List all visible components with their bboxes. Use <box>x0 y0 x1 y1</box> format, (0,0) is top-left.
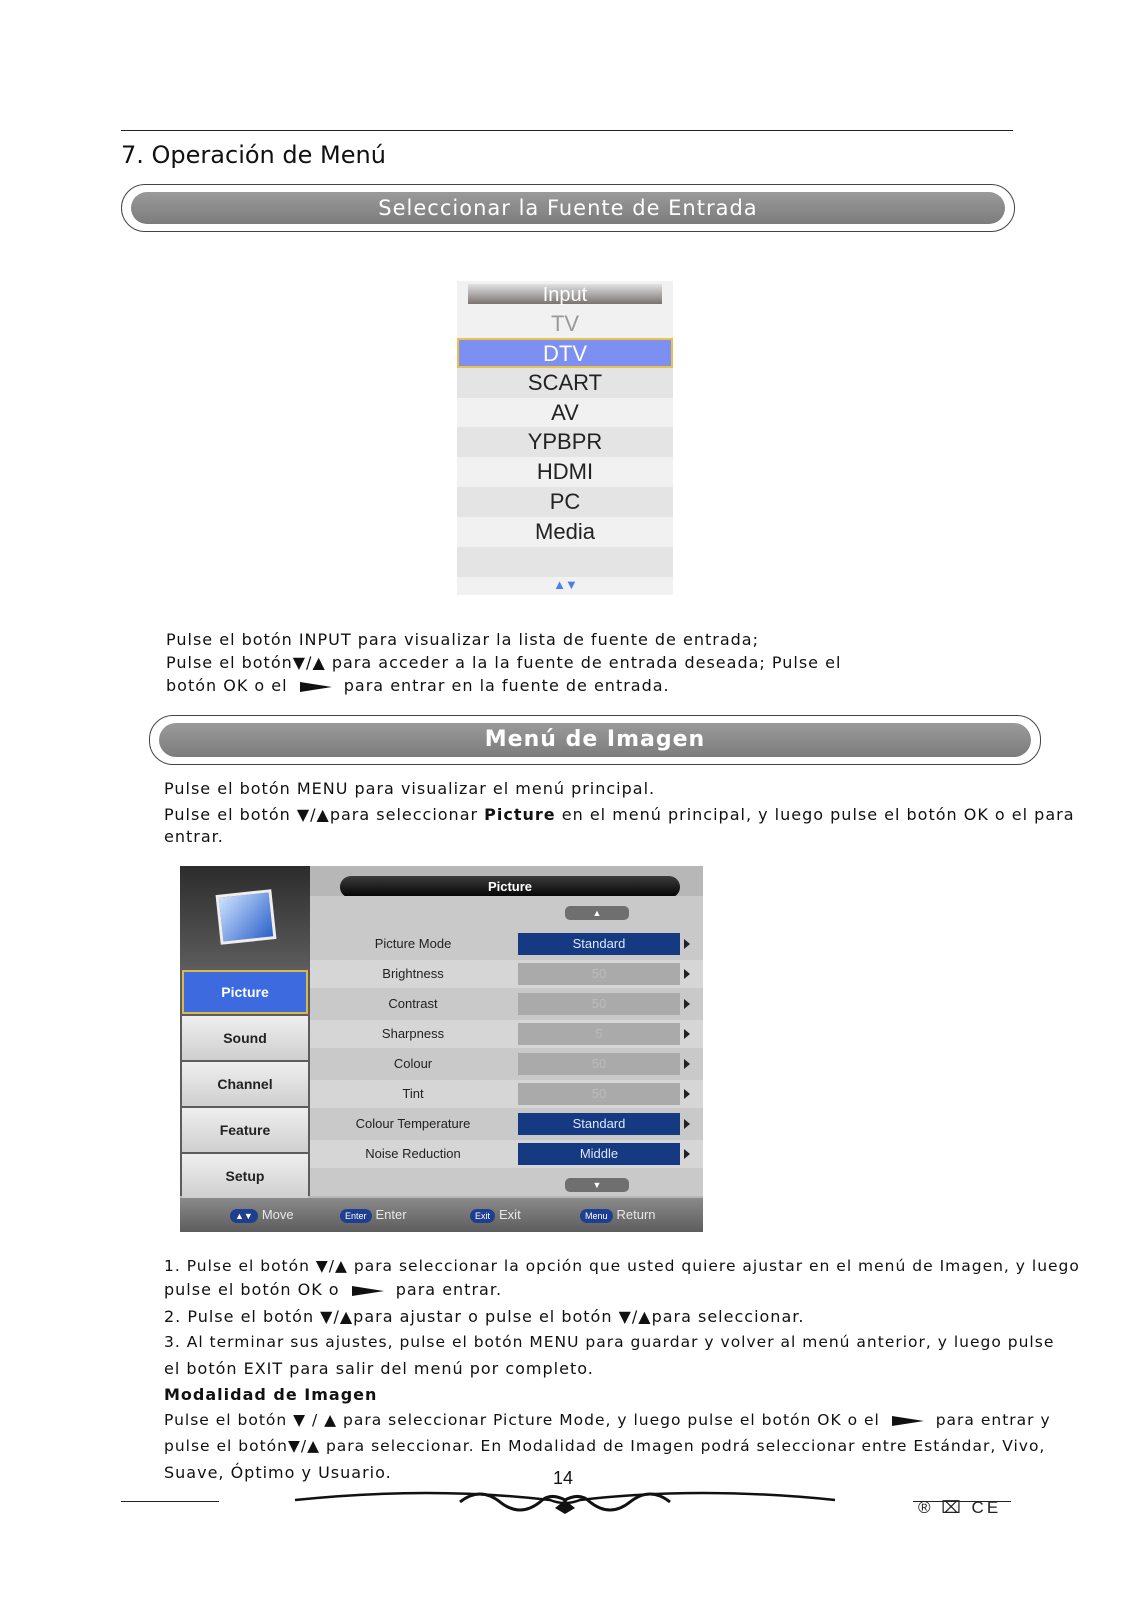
right-arrow-icon <box>352 1286 384 1296</box>
step-1-line-2 <box>164 1278 502 1301</box>
row-label: Brightness <box>382 966 444 981</box>
scroll-arrows-icon[interactable]: ▲▼ <box>553 577 577 592</box>
input-item-hdmi[interactable]: HDMI <box>536 459 594 484</box>
input-instruction-2: Pulse el botón▼/▲ para acceder a la la fuente de entrada deseada; Pulse el <box>166 653 842 672</box>
row-colour[interactable] <box>310 1050 703 1078</box>
mode-line-3: Suave, Óptimo y Usuario. <box>164 1463 392 1482</box>
input-item-scart[interactable]: SCART <box>457 368 673 398</box>
row-label: Noise Reduction <box>365 1146 461 1161</box>
mode-line-1 <box>164 1409 1051 1432</box>
picture-intro-bold: Picture <box>484 805 556 824</box>
hint-label: Move <box>261 1207 294 1222</box>
input-source-menu <box>457 281 673 595</box>
top-rule <box>121 130 1013 131</box>
row-value[interactable]: Middle <box>518 1143 680 1165</box>
decorative-flourish <box>290 1480 840 1516</box>
row-value[interactable]: 50 <box>518 1083 680 1105</box>
enter-key-icon: Enter <box>340 1209 372 1223</box>
picture-icon <box>216 889 277 945</box>
hint-label: Return <box>616 1207 656 1222</box>
banner-picture-label: Menú de Imagen <box>159 723 1031 757</box>
row-label: Sharpness <box>381 1026 445 1041</box>
key-hint-bar <box>180 1198 703 1232</box>
hint-exit <box>470 1207 521 1223</box>
input-item-ypbpr[interactable]: YPBPR <box>457 427 673 457</box>
input-instruction-3b: para entrar en la fuente de entrada. <box>343 676 670 695</box>
input-item-media[interactable]: Media <box>535 519 595 544</box>
row-label: Picture Mode <box>374 936 452 951</box>
input-instruction-3 <box>166 674 670 697</box>
picture-intro-2b: en el menú principal, y luego pulse el botón OK o el para <box>555 805 1075 824</box>
hint-enter <box>340 1207 407 1223</box>
picture-settings-panel <box>310 896 703 1196</box>
nav-picture[interactable]: Picture <box>182 970 308 1014</box>
caret-right-icon <box>684 999 690 1009</box>
caret-right-icon <box>684 1149 690 1159</box>
caret-right-icon <box>684 969 690 979</box>
step-1-2b: para entrar. <box>395 1280 503 1299</box>
picture-intro-3: entrar. <box>164 827 224 846</box>
caret-right-icon <box>684 1029 690 1039</box>
row-brightness[interactable] <box>310 960 703 988</box>
row-contrast[interactable] <box>310 990 703 1018</box>
section-title: 7. Operación de Menú <box>121 141 386 169</box>
row-label: Tint <box>402 1086 424 1101</box>
row-label: Colour <box>393 1056 433 1071</box>
caret-right-icon <box>684 939 690 949</box>
certification-marks-icon: ® ⌧ CE <box>918 1498 1002 1517</box>
input-item-av[interactable]: AV <box>551 400 579 425</box>
exit-key-icon: Exit <box>470 1209 495 1223</box>
picture-intro-2a: Pulse el botón ▼/▲para seleccionar <box>164 805 485 824</box>
row-value[interactable]: 5 <box>518 1023 680 1045</box>
hint-label: Exit <box>499 1207 521 1222</box>
row-value[interactable]: Standard <box>518 933 680 955</box>
mode-1a: Pulse el botón ▼ / ▲ para seleccionar Picture Mode, y luego pulse el botón OK o el <box>164 1411 880 1429</box>
caret-right-icon <box>684 1119 690 1129</box>
footer-rule-left <box>121 1501 219 1502</box>
step-3-line-2: el botón EXIT para salir del menú por completo. <box>164 1359 594 1378</box>
mode-1b: para entrar y <box>935 1411 1051 1429</box>
nav-icon-area <box>180 866 310 966</box>
right-arrow-icon <box>300 682 332 692</box>
page-number: 14 <box>553 1468 574 1488</box>
picture-menu-title: Picture <box>340 876 680 898</box>
input-item-empty <box>457 547 673 577</box>
hint-label: Enter <box>375 1207 407 1222</box>
updown-key-icon: ▲▼ <box>230 1209 258 1223</box>
scroll-up-icon[interactable]: ▲ <box>565 906 629 920</box>
mode-heading: Modalidad de Imagen <box>164 1385 378 1404</box>
row-value[interactable]: 50 <box>518 1053 680 1075</box>
mode-line-2: pulse el botón▼/▲ para seleccionar. En Modalidad de Imagen podrá seleccionar entre Estándar, Vivo, <box>164 1437 1046 1455</box>
step-3-line-1: 3. Al terminar sus ajustes, pulse el botón MENU para guardar y volver al menú anterior, y luego pulse <box>164 1333 1055 1351</box>
caret-right-icon <box>684 1089 690 1099</box>
main-menu-nav <box>180 866 310 1196</box>
input-item-dtv[interactable]: DTV <box>457 338 673 368</box>
row-value[interactable]: 50 <box>518 993 680 1015</box>
nav-channel[interactable]: Channel <box>182 1062 308 1106</box>
input-item-tv[interactable]: TV <box>550 311 580 336</box>
nav-feature[interactable]: Feature <box>182 1108 308 1152</box>
scroll-down-icon[interactable]: ▼ <box>565 1178 629 1192</box>
hint-return <box>580 1207 656 1223</box>
input-item-pc[interactable]: PC <box>457 487 673 517</box>
hint-move <box>230 1207 294 1223</box>
nav-setup[interactable]: Setup <box>182 1154 308 1198</box>
caret-right-icon <box>684 1059 690 1069</box>
row-value[interactable]: 50 <box>518 963 680 985</box>
banner-input-label: Seleccionar la Fuente de Entrada <box>131 192 1005 224</box>
row-picture-mode[interactable] <box>310 930 703 958</box>
row-noise-reduction[interactable] <box>310 1140 703 1168</box>
input-instruction-1: Pulse el botón INPUT para visualizar la lista de fuente de entrada; <box>166 630 759 649</box>
menu-key-icon: Menu <box>580 1209 613 1223</box>
input-menu-title: Input <box>468 284 662 304</box>
step-2: 2. Pulse el botón ▼/▲para ajustar o pulse el botón ▼/▲para seleccionar. <box>164 1307 805 1326</box>
step-1-line-1: 1. Pulse el botón ▼/▲ para seleccionar la opción que usted quiere ajustar en el menú de Imagen, y luego <box>164 1257 1080 1275</box>
nav-sound[interactable]: Sound <box>182 1016 308 1060</box>
picture-menu-screenshot <box>180 866 703 1232</box>
row-value[interactable]: Standard <box>518 1113 680 1135</box>
row-label: Colour Temperature <box>355 1116 471 1131</box>
picture-intro-1: Pulse el botón MENU para visualizar el menú principal. <box>164 779 656 798</box>
step-1-2a: pulse el botón OK o <box>164 1280 340 1299</box>
row-label: Contrast <box>388 996 438 1011</box>
row-tint[interactable] <box>310 1080 703 1108</box>
banner-input-source <box>121 184 1015 232</box>
input-instruction-3a: botón OK o el <box>166 676 288 695</box>
row-colour-temperature[interactable] <box>310 1110 703 1138</box>
row-sharpness[interactable] <box>310 1020 703 1048</box>
right-arrow-icon <box>892 1416 924 1426</box>
banner-picture-menu <box>149 715 1041 765</box>
picture-intro-2 <box>164 803 1075 826</box>
